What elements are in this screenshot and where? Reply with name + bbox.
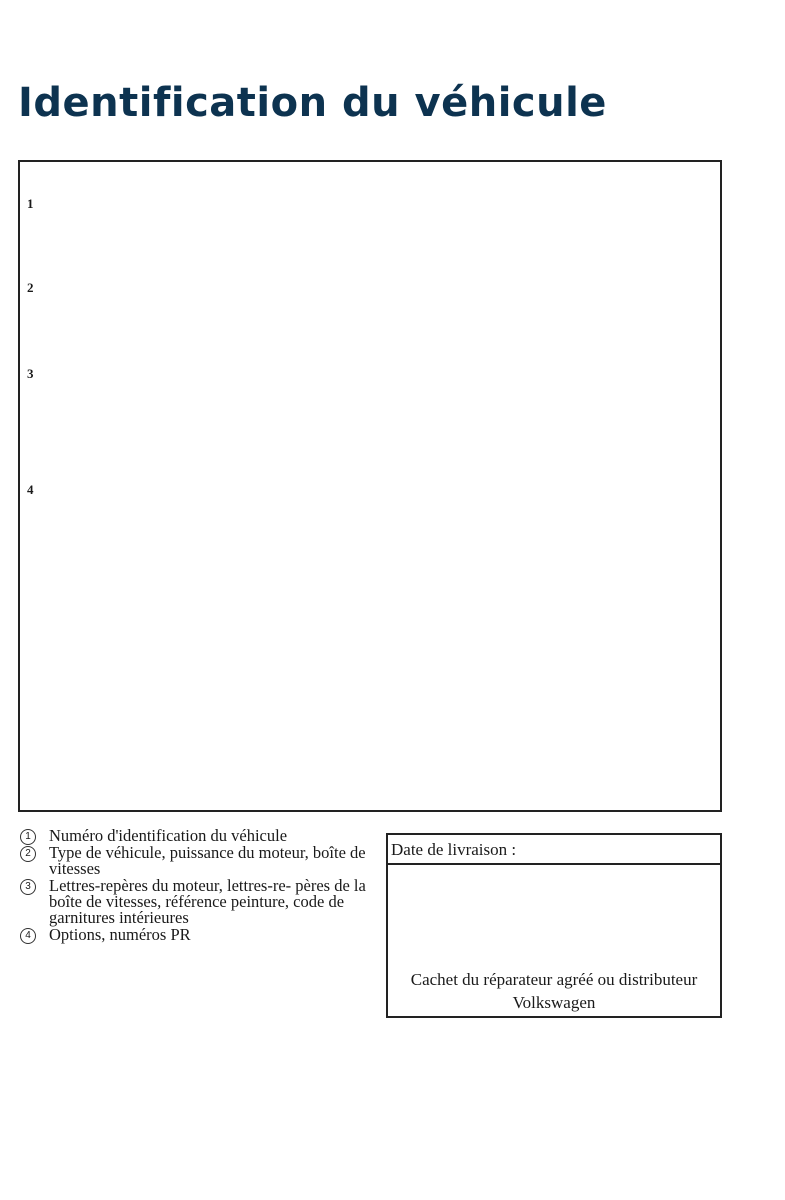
circled-number-3: 3	[20, 879, 36, 895]
field-number-2: 2	[27, 280, 34, 295]
circled-number-1: 1	[20, 829, 36, 845]
circled-number-4: 4	[20, 928, 36, 944]
legend-text: Options, numéros PR	[49, 925, 191, 944]
field-number-1: 1	[27, 196, 34, 211]
field-number-3: 3	[27, 366, 34, 381]
stamp-caption-line: Cachet du réparateur agréé ou distributeur	[410, 970, 698, 989]
stamp-caption	[388, 968, 720, 1014]
field-number-4: 4	[27, 482, 34, 497]
circled-number-2: 2	[20, 846, 36, 862]
legend-text: Type de véhicule, puissance du moteur, boîte de vitesses	[49, 843, 366, 878]
stamp-caption-line: Volkswagen	[512, 993, 596, 1012]
legend-item	[18, 828, 368, 844]
vehicle-identification-box	[18, 160, 722, 812]
delivery-date-label: Date de livraison :	[388, 835, 720, 865]
legend-item	[18, 845, 368, 877]
legend-item	[18, 927, 368, 943]
page-title: Identification du véhicule	[18, 80, 607, 126]
legend-text: Lettres-repères du moteur, lettres-re- pères de la boîte de vitesses, référence peinture, code de garnitures intérieures	[49, 876, 366, 927]
legend-item	[18, 878, 368, 926]
delivery-stamp-box	[386, 833, 722, 1018]
legend-text: Numéro d'identification du véhicule	[49, 826, 288, 845]
field-legend	[18, 828, 368, 944]
